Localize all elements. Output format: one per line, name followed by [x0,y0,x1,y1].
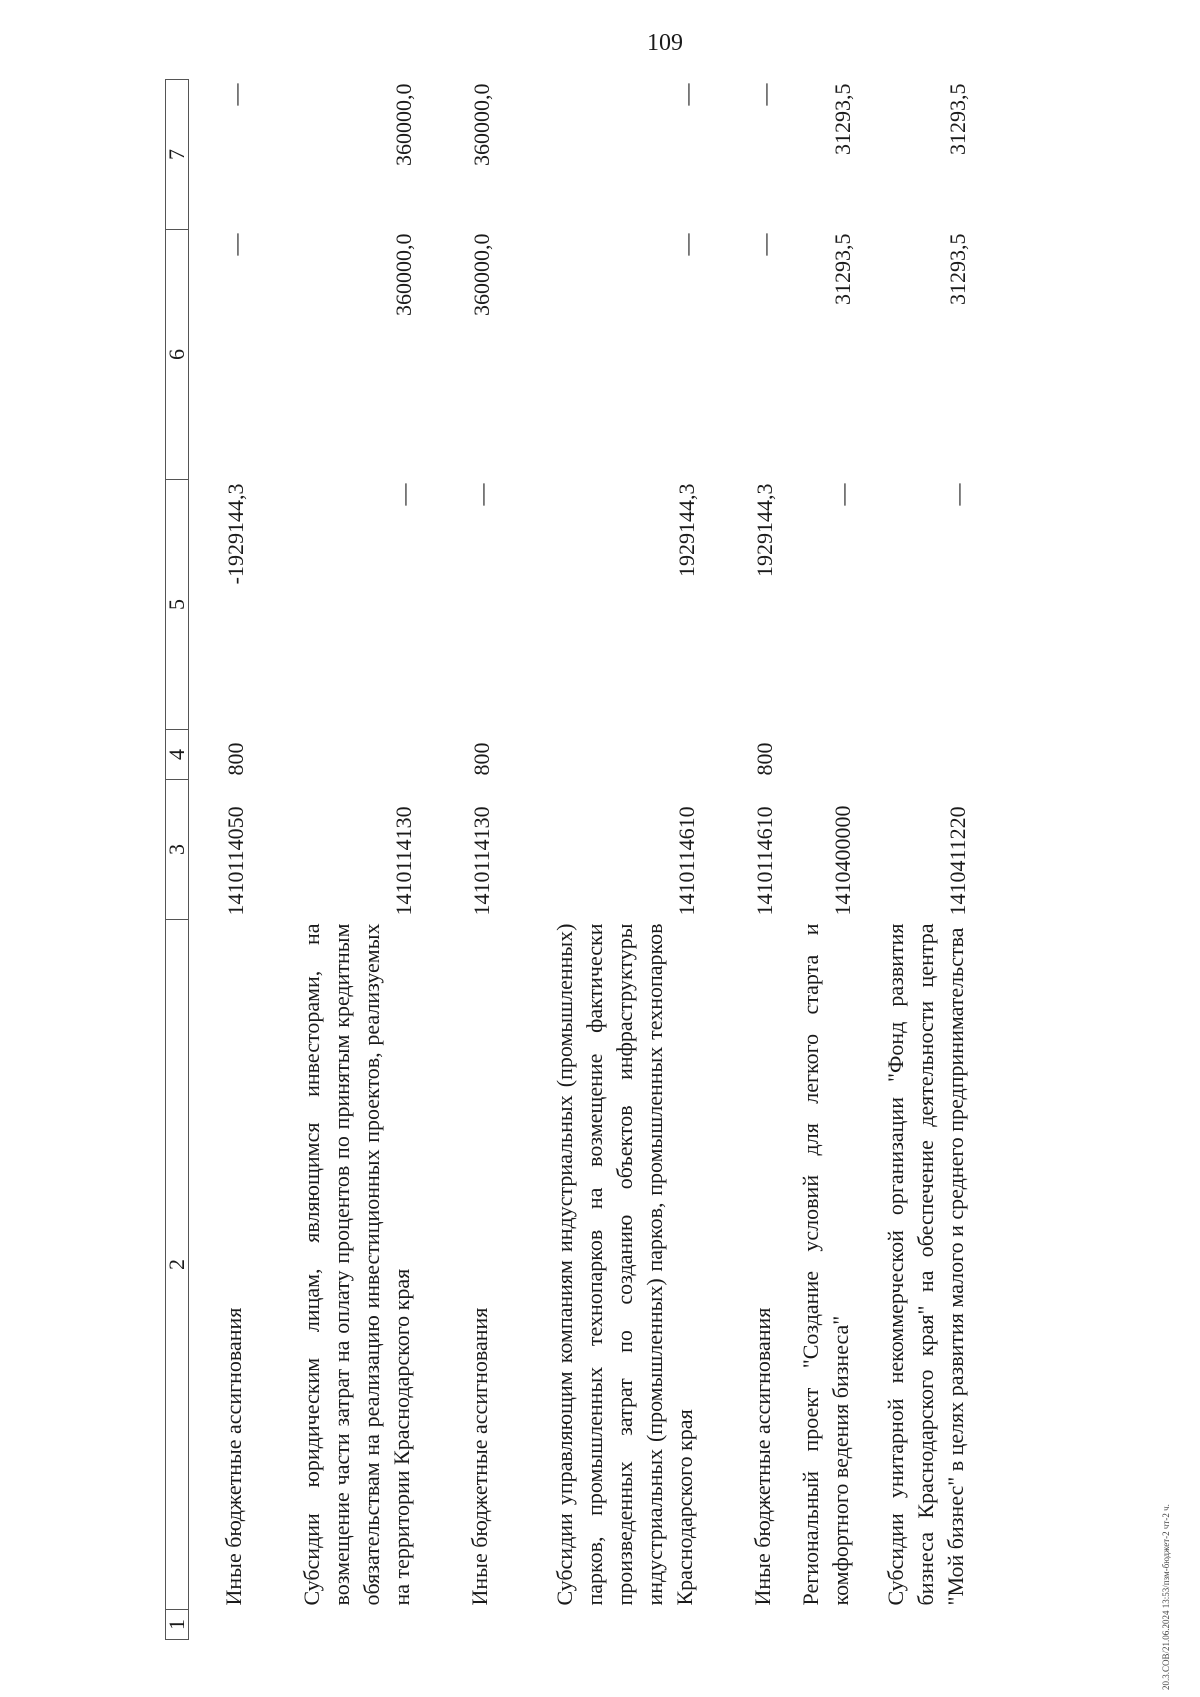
row-name: Субсидии управляющим компаниям индустриальных (промышленных) парков, промышленных технопарков на возмещение фактически произведенных затрат по созданию объектов инфраструктуры индустриальных (промышленных) парков, промышленных технопарков Краснодарского края [552,923,697,1606]
table-row [249,80,417,1640]
row-col6: 360000,0 [469,233,494,316]
row-number-cell [778,1610,856,1640]
header-col-4: 4 [166,730,189,780]
row-name: Иные бюджетные ассигнования [467,1307,492,1606]
row-kind [249,730,417,780]
row-number-cell [700,1610,778,1640]
row-code: 1410114610 [674,806,699,916]
row-col7: 360000,0 [469,83,494,166]
row-kind: 800 [223,742,248,776]
table-row [856,80,971,1640]
budget-table [165,79,971,1640]
row-name: Иные бюджетные ассигнования [750,1307,775,1606]
header-col-7: 7 [166,80,189,230]
header-row [166,80,189,1640]
row-number-cell [249,1610,417,1640]
row-col5: — [391,483,416,506]
row-kind [856,730,971,780]
rotated-table-container [165,80,1065,1640]
row-col7: 360000,0 [391,83,416,166]
row-number-cell [189,1610,250,1640]
table-row [495,80,700,1640]
row-col7: 31293,5 [830,83,855,155]
row-code: 1410114050 [223,806,248,916]
row-col5: — [469,483,494,506]
row-col6: — [223,233,248,256]
row-name: Региональный проект "Создание условий для легкого старта и комфортного ведения бизнеса" [798,923,853,1606]
row-col6: 31293,5 [945,233,970,305]
header-col-5: 5 [166,480,189,730]
row-kind: 800 [752,742,777,776]
row-col6: — [674,233,699,256]
header-col-3: 3 [166,780,189,920]
row-code: 1410400000 [830,805,855,916]
row-code: 1410114130 [391,806,416,916]
header-col-2: 2 [166,920,189,1610]
footer-document-code: 20.3.СОВ/21.06.2024 13:53/пзм-бюджет-2 чт-2 ч. [1161,1504,1171,1690]
row-number-cell [417,1610,495,1640]
table-row [778,80,856,1640]
row-name: Иные бюджетные ассигнования [221,1307,246,1606]
row-col5: — [830,483,855,506]
row-col7: — [223,83,248,106]
row-col6: 31293,5 [830,233,855,305]
row-name: Субсидии юридическим лицам, являющимся инвесторами, на возмещение части затрат на оплату процентов по принятым кредитным обязательствам на реализацию инвестиционных проектов, реализуемых на территории Краснодарского края [299,923,414,1606]
row-kind [778,730,856,780]
row-col5: -1929144,3 [223,483,248,585]
row-name: Субсидии унитарной некоммерческой организации "Фонд развития бизнеса Краснодарского края" на обеспечение деятельности центра "Мой бизнес" в целях развития малого и среднего предпринимательства [883,923,968,1606]
page-number: 109 [647,30,683,56]
table-row [700,80,778,1640]
table-row [189,80,250,1640]
header-col-1: 1 [166,1610,189,1640]
row-code: 1410114610 [752,806,777,916]
row-code: 1410114130 [469,806,494,916]
row-col5: 1929144,3 [674,483,699,577]
row-col7: — [752,83,777,106]
table-row [417,80,495,1640]
row-number-cell [495,1610,700,1640]
row-col7: 31293,5 [945,83,970,155]
row-col5: 1929144,3 [752,483,777,577]
row-col5: — [945,483,970,506]
row-number-cell [856,1610,971,1640]
row-code: 1410411220 [945,806,970,916]
row-kind [495,730,700,780]
row-col7: — [674,83,699,106]
row-kind: 800 [469,742,494,776]
row-col6: — [752,233,777,256]
header-col-6: 6 [166,230,189,480]
row-col6: 360000,0 [391,233,416,316]
